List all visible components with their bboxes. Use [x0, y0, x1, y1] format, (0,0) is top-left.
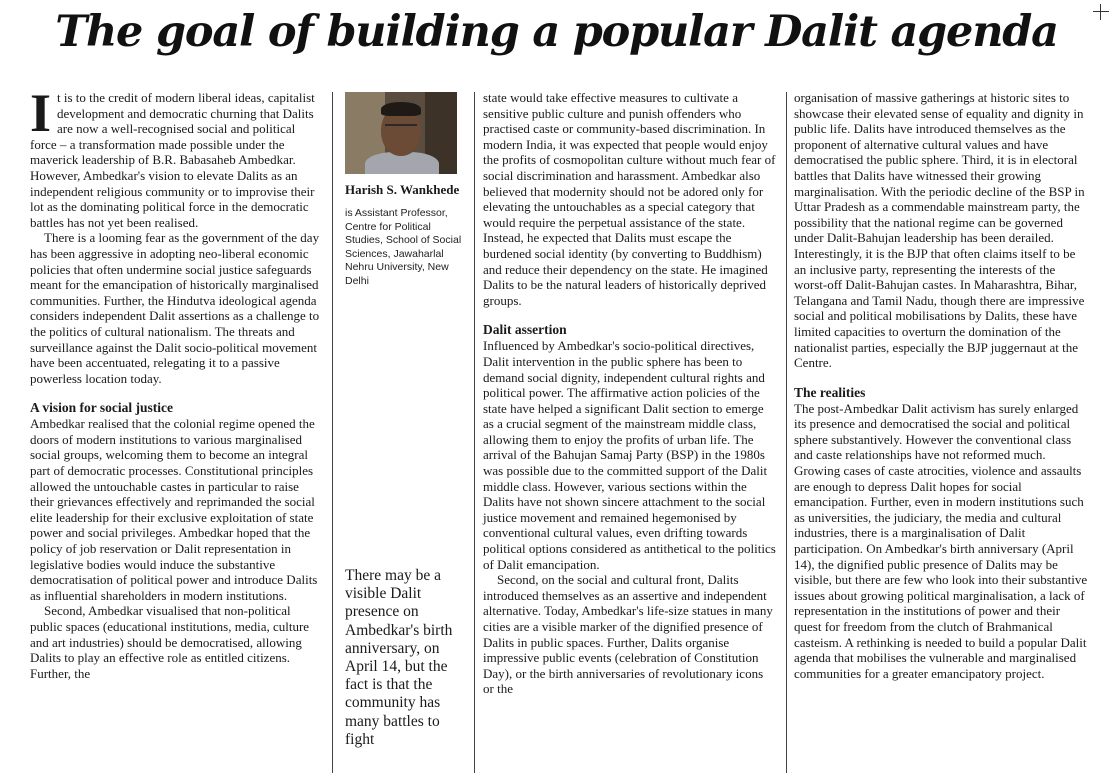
article-column-4 [794, 90, 1090, 681]
column-divider [474, 92, 475, 773]
paragraph: organisation of massive gatherings at historic sites to showcase their elevated sense of equality and dignity in public life. Dalits have introduced themselves as the proponent of alternative cultural values and have democratised the public sphere. Third, it is in electoral battles that Dalits have witnessed their growing marginalisation. With the periodic decline of the BSP in Uttar Pradesh as a commendable mainstream party, the possibility that the national regime can be governed under Dalit-Bahujan leadership has been derailed. Interestingly, it is the BJP that often claims itself to be an inclusive party, representing the interests of the worst-off Dalit-Bahujan castes. In Maharashtra, Bihar, Telangana and Tamil Nadu, though there are impressive social and political mobilisations by Dalits, these have limited capacities to overturn the domination of the nationalist parties, especially the BJP juggernaut at the Centre. [794, 90, 1085, 371]
paragraph: Second, Ambedkar visualised that non-political public spaces (educational institutions, media, culture and art industries) should be democratised, allowing Dalits to play an effective role as entitled citizens. Further, the [30, 603, 310, 681]
article-column-1 [30, 83, 320, 681]
paragraph: The post-Ambedkar Dalit activism has surely enlarged its presence and democratised the social and political sphere substantively. However the conventional class and caste relationships have not reformed much. Growing cases of caste atrocities, violence and assaults are enough to depress Dalit hopes for social emancipation. Further, even in modern institutions such as universities, the judiciary, the media and cultural industries, there is a marginalisation of Dalit participation. On Ambedkar's birth anniversary (April 14), the dignified public presence of Dalits may be visible, but there are few who look into their substantive issues about growing political marginalisation, a lack of representation in the institutions of power and their quest for freedom from the clutch of Brahmanical casteism. A rethinking is needed to build a popular Dalit agenda that mobilises the vulnerable and marginalised communities for a greater emancipatory project. [794, 400, 1088, 681]
paragraph: Influenced by Ambedkar's socio-political directives, Dalit intervention in the public sphere has been to demand social dignity, independent cultural rights and political power. The affirmative action policies of the state have helped a significant Dalit section to emerge as a crucial segment of the mainstream middle class, allowing them to enjoy the profits of urban life. The arrival of the Bahujan Samaj Party (BSP) in the 1980s was possible due to the committed support of the Dalit middle class. However, various sections within the Dalits have not shown sincere attachment to the social justice movement and remained hegemonised by conventional cultural values, even drifting towards political options considered as antithetical to the politics of Dalit emancipation. [483, 338, 776, 572]
author-box [345, 92, 463, 289]
paragraph: There is a looming fear as the government of the day has been aggressive in adopting neo-liberal economic policies that often undermine social justice safeguards meant for the emancipation of historically marginalised communities. Further, the Hindutva ideological agenda considers independent Dalit assertions as a challenge to the politics of cultural nationalism. The threats and surveillance against the Dalit socio-political movement have been accentuated, relegating it to a passive powerless location today. [30, 230, 320, 386]
paragraph: state would take effective measures to cultivate a sensitive public culture and punish offenders who practised caste or community-based discrimination. In modern India, it was expected that people would enjoy the profits of cosmopolitan culture without much fear of social discrimination and harassment. Ambedkar also believed that modernity should not be adored only for elevating the untouchables as a special category that would require the perpetual assistance of the state. Instead, he expected that Dalits must escape the burdened social identity (by converting to Buddhism) and reduce their dependency on the state. He imagined Dalits to be the natural leaders of historically deprived groups. [483, 90, 776, 308]
author-photo [345, 92, 457, 174]
paragraph: Second, on the social and cultural front, Dalits introduced themselves as an assertive and independent alternative. Today, Ambedkar's life-size statues in many cities are a visible marker of the dignified presence of Dalits in public spaces. Further, Dalits organise impressive public events (celebration of Constitution Day), or the birth anniversaries of revolutionary icons or the [483, 572, 773, 697]
crosshair-cursor-icon [1093, 4, 1109, 20]
paragraph-text: t is to the credit of modern liberal ideas, capitalist development and democratic churning that Dalits are now a well-recognised social and political force – a transformation made possible under the maverick leadership of B.R. Babasaheb Ambedkar. However, Ambedkar's vision to elevate Dalits as an independent religious community or to improvise their lot as the dominating political force in the democratic battles has not yet been realised. [30, 90, 315, 230]
headline: The goal of building a popular Dalit agenda [55, 7, 1058, 57]
author-name: Harish S. Wankhede [345, 182, 460, 197]
section-heading: The realities [794, 384, 866, 400]
pull-quote: There may be a visible Dalit presence on Ambedkar's birth anniversary, on April 14, but the fact is that the community has many battles to fight [345, 567, 453, 748]
column-divider [332, 92, 333, 773]
article-column-3 [483, 90, 777, 697]
drop-cap: I [30, 83, 52, 143]
paragraph: Ambedkar realised that the colonial regime opened the doors of modern institutions to various marginalised social groups, welcoming them to become an integral part of democratic processes. Constitutional principles allowed the untouchable castes in particular to raise their grievances effectively and reprimanded the social elite leadership for their exclusive exploitation of state power and social privileges. Ambedkar hoped that the policy of job reservation or Dalit representation in legislative bodies would induce the substantive democratisation of political power and introduce Dalits as influential shareholders in modern institutions. [30, 416, 318, 603]
author-bio: is Assistant Professor, Centre for Political Studies, School of Social Sciences, Jawaharlal Nehru University, New Delhi [345, 207, 462, 287]
section-heading: Dalit assertion [483, 322, 567, 338]
section-heading: A vision for social justice [30, 400, 173, 416]
paragraph [30, 83, 320, 230]
column-divider [786, 92, 787, 773]
